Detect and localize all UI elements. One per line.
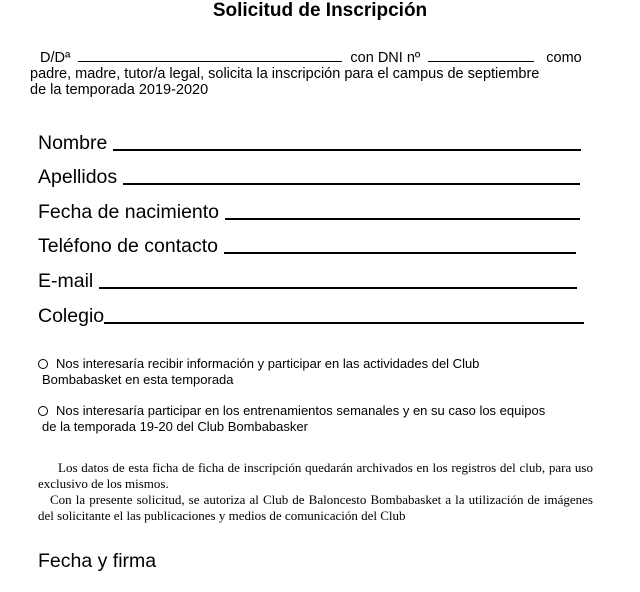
legal-paragraph-1: Los datos de esta ficha de ficha de inscripción quedarán archivados en los registros del club, para uso exclusivo de los mismos.	[38, 460, 593, 491]
field-row-nombre	[38, 132, 581, 154]
field-label-colegio: Colegio	[38, 305, 105, 327]
intro-line-1	[30, 50, 602, 66]
signature-label: Fecha y firma	[38, 550, 157, 572]
intro-line-3: de la temporada 2019-2020	[30, 82, 209, 98]
field-row-fecha-nacimiento	[38, 201, 580, 223]
form-title: Solicitud de Inscripción	[212, 0, 428, 21]
option-entrenamientos	[38, 403, 608, 435]
field-row-email	[38, 270, 577, 292]
intro-paragraph	[30, 50, 602, 98]
dni-label: con DNI nº	[350, 50, 421, 66]
field-line-nombre[interactable]	[113, 149, 581, 151]
legal-paragraph-2: Con la presente solicitud, se autoriza al Club de Baloncesto Bombabasket a la utilización de imágenes del solicitante el las publicaciones y medios de comunicación del Club	[38, 492, 593, 523]
intro-line-2: padre, madre, tutor/a legal, solicita la inscripción para el campus de septiembre	[30, 66, 540, 82]
field-line-apellidos[interactable]	[123, 183, 580, 185]
option-1-line-1: Nos interesaría recibir información y participar en las actividades del Club	[56, 356, 480, 371]
field-label-nombre: Nombre	[38, 132, 108, 154]
legal-notice	[38, 460, 593, 524]
radio-circle-icon[interactable]	[38, 406, 48, 416]
field-line-email[interactable]	[99, 287, 577, 289]
field-row-apellidos	[38, 166, 580, 188]
field-line-fecha-nacimiento[interactable]	[225, 218, 580, 220]
dni-blank-line[interactable]	[428, 50, 534, 62]
field-row-telefono	[38, 235, 576, 257]
field-label-telefono: Teléfono de contacto	[38, 235, 218, 257]
field-label-email: E-mail	[38, 270, 94, 292]
option-1-line-2: Bombabasket en esta temporada	[42, 372, 234, 387]
field-label-apellidos: Apellidos	[38, 166, 118, 188]
option-info-actividades	[38, 356, 608, 388]
option-2-line-1: Nos interesaría participar en los entrenamientos semanales y en su caso los equipos	[56, 403, 546, 418]
radio-circle-icon[interactable]	[38, 359, 48, 369]
option-2-line-2: de la temporada 19-20 del Club Bombabasker	[42, 419, 308, 434]
intro-prefix: D/Dª	[40, 50, 71, 66]
field-label-fecha-nacimiento: Fecha de nacimiento	[38, 201, 220, 223]
field-row-colegio	[38, 305, 584, 327]
field-line-colegio[interactable]	[104, 322, 584, 324]
field-line-telefono[interactable]	[224, 252, 576, 254]
name-blank-line[interactable]	[78, 50, 342, 62]
como-text: como	[546, 50, 582, 66]
